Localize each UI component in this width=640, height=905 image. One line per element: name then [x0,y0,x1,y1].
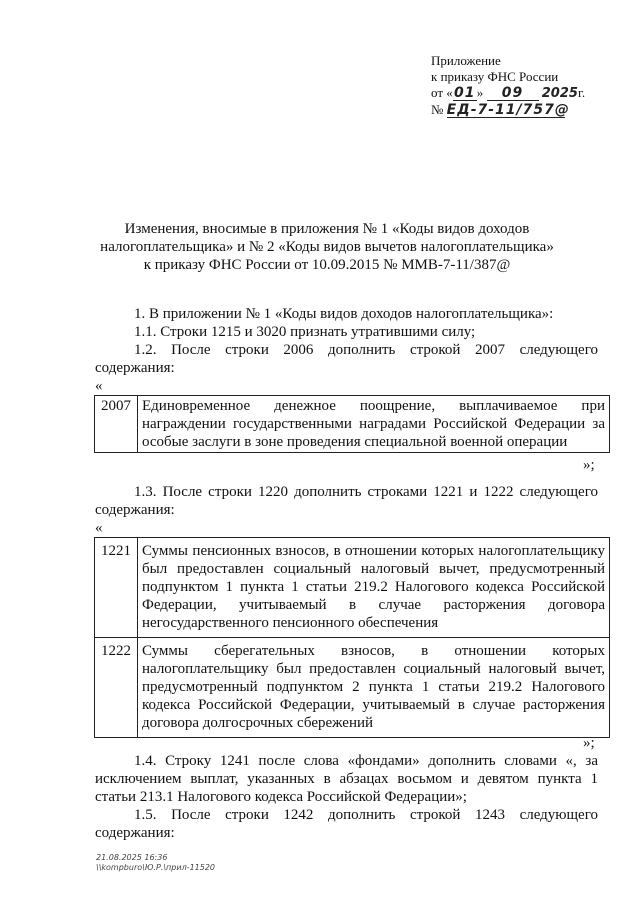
item-1-2: 1.2. После строки 2006 дополнить строкой 2007 следующего [134,342,598,358]
file-footer [96,853,215,873]
description-cell: Единовременное денежное поощрение, выплачиваемое при награждении государственными наградами Российской Федерации за особые заслуги в зоне проведения специальной военной операции [138,396,610,453]
attachment-order-ref: к приказу ФНС России [431,69,559,84]
item-1-5: 1.5. После строки 1242 дополнить строкой 1243 следующего [134,807,598,823]
footer-filepath: \\kompburo\Ю.Р.\прил-11520 [96,863,216,872]
table-row [95,638,610,738]
open-quote: « [95,520,103,536]
description-cell: Суммы сберегательных взносов, в отношении которых налогоплательщику был предоставлен социальный налоговый вычет, предусмотренный подпунктом 2 пункта 1 статьи 219.2 Налогового кодекса Российской Федерации, учитываемый в случае расторжения договора долгосрочных сбережений [138,638,610,738]
document-title: Изменения, вносимые в приложения № 1 «Коды видов доходов налогоплательщика» и № 2 «Коды видов вычетов налогоплательщика» к приказу ФНС России от 10.09.2015 № ММВ-7-11/387@ [100,221,554,273]
code-cell: 2007 [95,396,138,453]
date-day: 01 [454,85,476,101]
order-number: ЕД-7-11/757@ [446,102,570,118]
item-1-3: 1.3. После строки 1220 дополнить строками 1221 и 1222 следующего [134,484,598,500]
date-year: 2025 [541,86,578,101]
item-1: 1. В приложении № 1 «Коды видов доходов налогоплательщика»: [134,306,554,322]
code-cell: 1222 [95,638,138,738]
table-code-2007 [94,395,610,453]
attachment-label: Приложение [431,53,501,68]
attachment-header [431,53,585,118]
table-codes-1221-1222 [94,537,610,738]
close-quote: »; [583,735,595,751]
item-1-1: 1.1. Строки 1215 и 3020 признать утратившими силу; [134,324,476,340]
table-row [95,396,610,453]
description-cell: Суммы пенсионных взносов, в отношении которых налогоплательщику был предоставлен социальный налоговый вычет, предусмотренный подпунктом 1 пункта 1 статьи 219.2 Налогового кодекса Российской Федерации, учитываемый в случае расторжения договора негосударственного пенсионного обеспечения [138,538,610,638]
attachment-date: от «01» 09 2025г. [431,85,586,101]
open-quote: « [95,378,103,394]
footer-timestamp: 21.08.2025 16:36 [96,853,168,862]
date-month: 09 [487,87,539,101]
close-quote: »; [583,457,595,473]
code-cell: 1221 [95,538,138,638]
document-page: Приложение к приказу ФНС России от «01» 09 2025г. № ЕД-7-11/757@ Изменения, вносимые в приложения № 1 «Коды видов доходов налогоплательщика» и № 2 «Коды видов вычетов налогоплательщика» к приказу ФНС России от 10.09.2015 № ММВ-7-11/387@ 1. В приложении № 1 «Коды видов доходов налогоплательщика»: 1.1. Строки 1215 и 3020 признать утратившими силу; 1.2. После строки 2006 дополнить строкой 2007 следующего содержания: « 2007 Единовременное денежное поощрение, выплачиваемое при награждении государственными наградами Российской Федерации за особые заслуги в зоне проведения специальной военной операции »; 1.3. После строки 1220 дополнить строками 1221 и 1222 следующего содержания: « 1221 Суммы пенсионных взносов, в отношении которых налогоплательщику был предоставлен социальный налоговый вычет, предусмотренный подпунктом 1 пункта 1 статьи 219.2 Налогового кодекса Российской Федерации, учитываемый в случае расторжения договора негосударственного пенсионного обеспечения 1222 Суммы сберегательных взносов, в отношении которых налогоплательщику был предоставлен социальный налоговый вычет, предусмотренный подпунктом 2 пункта 1 статьи 219.2 Налогового кодекса Российской Федерации, учитываемый в случае расторжения договора долгосрочных сбережений »; 1.4. Строку 1241 после слова «фондами» дополнить словами «, за исключением выплат, указанных в абзацах восьмом и девятом пункта 1 статьи 213.1 Налогового кодекса Российской Федерации»; 1.5. После строки 1242 дополнить строкой 1243 следующего содержания: 21.08.2025 16:36 \\kompburo\Ю.Р.\прил-11520 [0,0,640,905]
table-row [95,538,610,638]
item-1-4: 1.4. Строку 1241 после слова «фондами» дополнить словами «, за [134,753,598,769]
attachment-number: № ЕД-7-11/757@ [431,102,570,118]
